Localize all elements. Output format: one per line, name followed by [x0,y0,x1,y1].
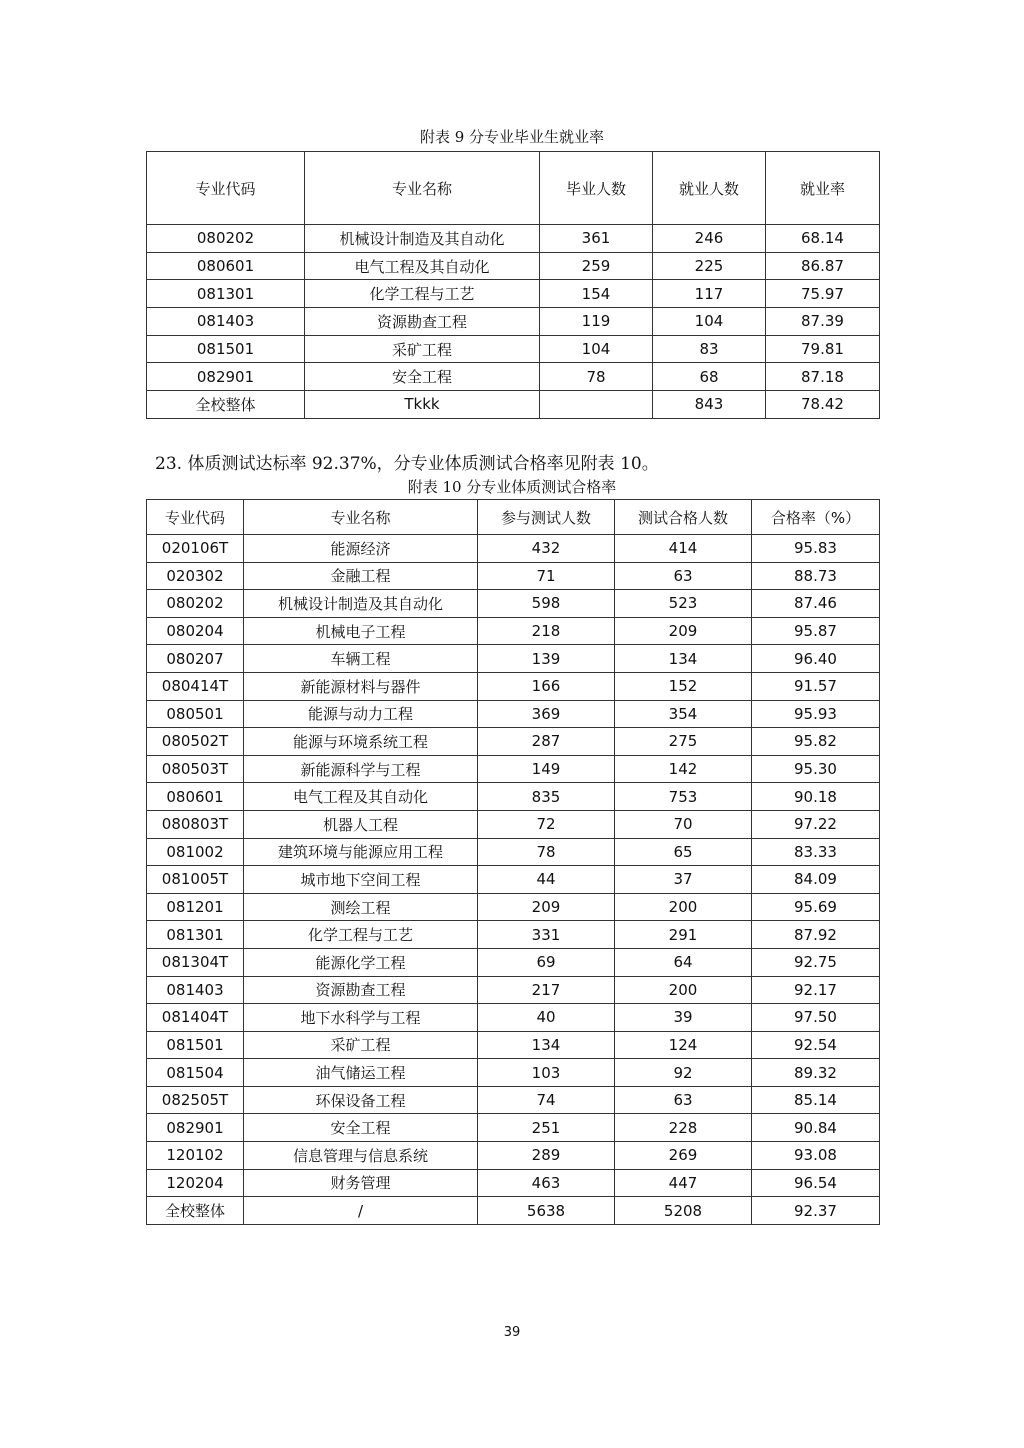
table-cell: 020106T [147,535,244,563]
table-cell: 95.87 [752,617,880,645]
table-cell: 081304T [147,948,244,976]
table-cell: 地下水科学与工程 [244,1004,478,1032]
table-row [147,252,880,280]
table-row [147,893,880,921]
table-cell: 91.57 [752,672,880,700]
table-cell: 287 [478,728,615,756]
table-cell: 080501 [147,700,244,728]
table-row [147,1197,880,1225]
table-row [147,335,880,363]
table-row [147,645,880,673]
table-cell: 资源勘查工程 [305,308,540,336]
table-row [147,535,880,563]
table10-header-cell: 参与测试人数 [478,500,615,535]
page-number: 39 [503,1325,521,1340]
table-cell: 080414T [147,672,244,700]
table-cell: 78 [540,363,653,391]
table-cell: 020302 [147,562,244,590]
table-cell: 843 [653,391,766,419]
table-cell: 化学工程与工艺 [305,280,540,308]
table-cell: 081403 [147,308,305,336]
table-cell: 463 [478,1169,615,1197]
table-cell: 96.40 [752,645,880,673]
table-cell: 080803T [147,810,244,838]
table-cell: 95.30 [752,755,880,783]
table-cell: 246 [653,225,766,253]
table-cell: / [244,1197,478,1225]
table-cell: 209 [615,617,752,645]
table-row [147,617,880,645]
table-cell: 新能源科学与工程 [244,755,478,783]
table-cell: 测绘工程 [244,893,478,921]
table-cell: 117 [653,280,766,308]
table-cell: 78 [478,838,615,866]
table-cell: 331 [478,921,615,949]
fitness-pass-rate-table [146,499,880,1225]
table-cell: 金融工程 [244,562,478,590]
table-cell: 124 [615,1031,752,1059]
table-row [147,308,880,336]
table-row [147,391,880,419]
table-cell: 134 [615,645,752,673]
table-cell: 油气储运工程 [244,1059,478,1087]
table-cell: 081501 [147,1031,244,1059]
table-cell: 5208 [615,1197,752,1225]
table-cell: 134 [478,1031,615,1059]
table-cell: 能源化学工程 [244,948,478,976]
table-cell: 228 [615,1114,752,1142]
table-row [147,810,880,838]
table-cell: 081501 [147,335,305,363]
table-cell: 082901 [147,363,305,391]
employment-rate-table [146,151,880,419]
table-cell: 68.14 [766,225,880,253]
table-cell: 建筑环境与能源应用工程 [244,838,478,866]
table-cell: 97.50 [752,1004,880,1032]
table-row [147,363,880,391]
table-cell: 218 [478,617,615,645]
table-cell: 95.83 [752,535,880,563]
table-cell: 447 [615,1169,752,1197]
table-row [147,755,880,783]
table-cell: 080202 [147,590,244,618]
table-cell: 95.93 [752,700,880,728]
table-cell: 资源勘查工程 [244,976,478,1004]
table-cell: 机器人工程 [244,810,478,838]
table-cell: Tkkk [305,391,540,419]
table-cell: 83.33 [752,838,880,866]
table-row [147,838,880,866]
table-cell: 采矿工程 [305,335,540,363]
table-cell: 84.09 [752,866,880,894]
table-cell: 城市地下空间工程 [244,866,478,894]
table-cell: 200 [615,976,752,1004]
table-cell: 080207 [147,645,244,673]
table-row [147,672,880,700]
table-row [147,700,880,728]
table-row [147,1059,880,1087]
table-cell: 082505T [147,1086,244,1114]
table-row [147,562,880,590]
table9-caption: 附表 9 分专业毕业生就业率 [419,128,605,146]
table-cell: 92.37 [752,1197,880,1225]
table-cell: 217 [478,976,615,1004]
table-cell: 269 [615,1142,752,1170]
table-cell: 081504 [147,1059,244,1087]
table-cell: 86.87 [766,252,880,280]
table-cell: 200 [615,893,752,921]
table-row [147,590,880,618]
table-cell: 37 [615,866,752,894]
table-cell: 120102 [147,1142,244,1170]
table9-header-cell: 就业人数 [653,152,766,225]
table-cell: 安全工程 [244,1114,478,1142]
table-cell: 081301 [147,280,305,308]
table-cell: 财务管理 [244,1169,478,1197]
table-cell [540,391,653,419]
table-cell: 082901 [147,1114,244,1142]
table-cell: 5638 [478,1197,615,1225]
table-cell: 753 [615,783,752,811]
table-cell: 70 [615,810,752,838]
table-cell: 采矿工程 [244,1031,478,1059]
table-cell: 65 [615,838,752,866]
table-row [147,225,880,253]
table-cell: 081404T [147,1004,244,1032]
table9-header-cell: 专业代码 [147,152,305,225]
table-cell: 080503T [147,755,244,783]
table-cell: 598 [478,590,615,618]
table-cell: 080601 [147,783,244,811]
table-row [147,783,880,811]
table-cell: 081002 [147,838,244,866]
table-cell: 69 [478,948,615,976]
table-row [147,1142,880,1170]
table-cell: 251 [478,1114,615,1142]
table-row [147,1031,880,1059]
table10-header-cell: 测试合格人数 [615,500,752,535]
table10-header-cell: 合格率（%） [752,500,880,535]
table9-header-cell: 毕业人数 [540,152,653,225]
table-cell: 电气工程及其自动化 [305,252,540,280]
table-row [147,1004,880,1032]
table-cell: 车辆工程 [244,645,478,673]
table-cell: 081403 [147,976,244,1004]
table-cell: 152 [615,672,752,700]
table-cell: 166 [478,672,615,700]
table-row [147,866,880,894]
table-cell: 119 [540,308,653,336]
table-cell: 259 [540,252,653,280]
table-cell: 92.54 [752,1031,880,1059]
table-cell: 432 [478,535,615,563]
table-cell: 机械设计制造及其自动化 [305,225,540,253]
table-cell: 97.22 [752,810,880,838]
table-cell: 71 [478,562,615,590]
table-cell: 75.97 [766,280,880,308]
table-cell: 87.92 [752,921,880,949]
table-cell: 87.46 [752,590,880,618]
table-cell: 全校整体 [147,1197,244,1225]
table-cell: 92.75 [752,948,880,976]
table-cell: 835 [478,783,615,811]
table-cell: 39 [615,1004,752,1032]
table10-header-row [147,500,880,535]
table-cell: 225 [653,252,766,280]
table10-header-cell: 专业名称 [244,500,478,535]
table-cell: 95.82 [752,728,880,756]
table-cell: 88.73 [752,562,880,590]
table-cell: 89.32 [752,1059,880,1087]
table-cell: 080601 [147,252,305,280]
table-cell: 080202 [147,225,305,253]
table-row [147,976,880,1004]
table-cell: 安全工程 [305,363,540,391]
table9-header-cell: 专业名称 [305,152,540,225]
table-cell: 142 [615,755,752,783]
table-cell: 87.18 [766,363,880,391]
table-cell: 机械设计制造及其自动化 [244,590,478,618]
table-cell: 44 [478,866,615,894]
table-row [147,280,880,308]
table-cell: 机械电子工程 [244,617,478,645]
paragraph-item-23: 23. 体质测试达标率 92.37%，分专业体质测试合格率见附表 10。 [155,454,659,474]
table-cell: 能源与环境系统工程 [244,728,478,756]
table-cell: 081005T [147,866,244,894]
table-cell: 92.17 [752,976,880,1004]
table-cell: 081301 [147,921,244,949]
table-cell: 523 [615,590,752,618]
table-cell: 79.81 [766,335,880,363]
table-cell: 361 [540,225,653,253]
table-cell: 104 [540,335,653,363]
table-cell: 369 [478,700,615,728]
table-cell: 能源与动力工程 [244,700,478,728]
table-cell: 414 [615,535,752,563]
table9-header-cell: 就业率 [766,152,880,225]
table-cell: 103 [478,1059,615,1087]
table10-header-cell: 专业代码 [147,500,244,535]
table-cell: 275 [615,728,752,756]
table-row [147,921,880,949]
table-cell: 209 [478,893,615,921]
table-cell: 92 [615,1059,752,1087]
table-cell: 90.18 [752,783,880,811]
table-cell: 354 [615,700,752,728]
table-cell: 120204 [147,1169,244,1197]
table-cell: 93.08 [752,1142,880,1170]
table-cell: 149 [478,755,615,783]
table-cell: 40 [478,1004,615,1032]
table-cell: 081201 [147,893,244,921]
table-cell: 104 [653,308,766,336]
table-cell: 信息管理与信息系统 [244,1142,478,1170]
table-cell: 63 [615,1086,752,1114]
table-cell: 87.39 [766,308,880,336]
table-row [147,948,880,976]
table-row [147,1114,880,1142]
table-cell: 新能源材料与器件 [244,672,478,700]
table-cell: 能源经济 [244,535,478,563]
table-cell: 64 [615,948,752,976]
table-cell: 74 [478,1086,615,1114]
table10-caption: 附表 10 分专业体质测试合格率 [407,478,617,496]
table-cell: 化学工程与工艺 [244,921,478,949]
table-cell: 080502T [147,728,244,756]
table-cell: 080204 [147,617,244,645]
table-row [147,1169,880,1197]
table-cell: 139 [478,645,615,673]
table-cell: 63 [615,562,752,590]
table-cell: 85.14 [752,1086,880,1114]
table-cell: 90.84 [752,1114,880,1142]
table-cell: 78.42 [766,391,880,419]
table-cell: 154 [540,280,653,308]
table-cell: 68 [653,363,766,391]
table-cell: 291 [615,921,752,949]
table-cell: 环保设备工程 [244,1086,478,1114]
table-row [147,1086,880,1114]
table-cell: 289 [478,1142,615,1170]
table9-header-row [147,152,880,225]
table-cell: 全校整体 [147,391,305,419]
table-row [147,728,880,756]
table-cell: 83 [653,335,766,363]
table-cell: 96.54 [752,1169,880,1197]
table-cell: 95.69 [752,893,880,921]
table-cell: 72 [478,810,615,838]
table-cell: 电气工程及其自动化 [244,783,478,811]
